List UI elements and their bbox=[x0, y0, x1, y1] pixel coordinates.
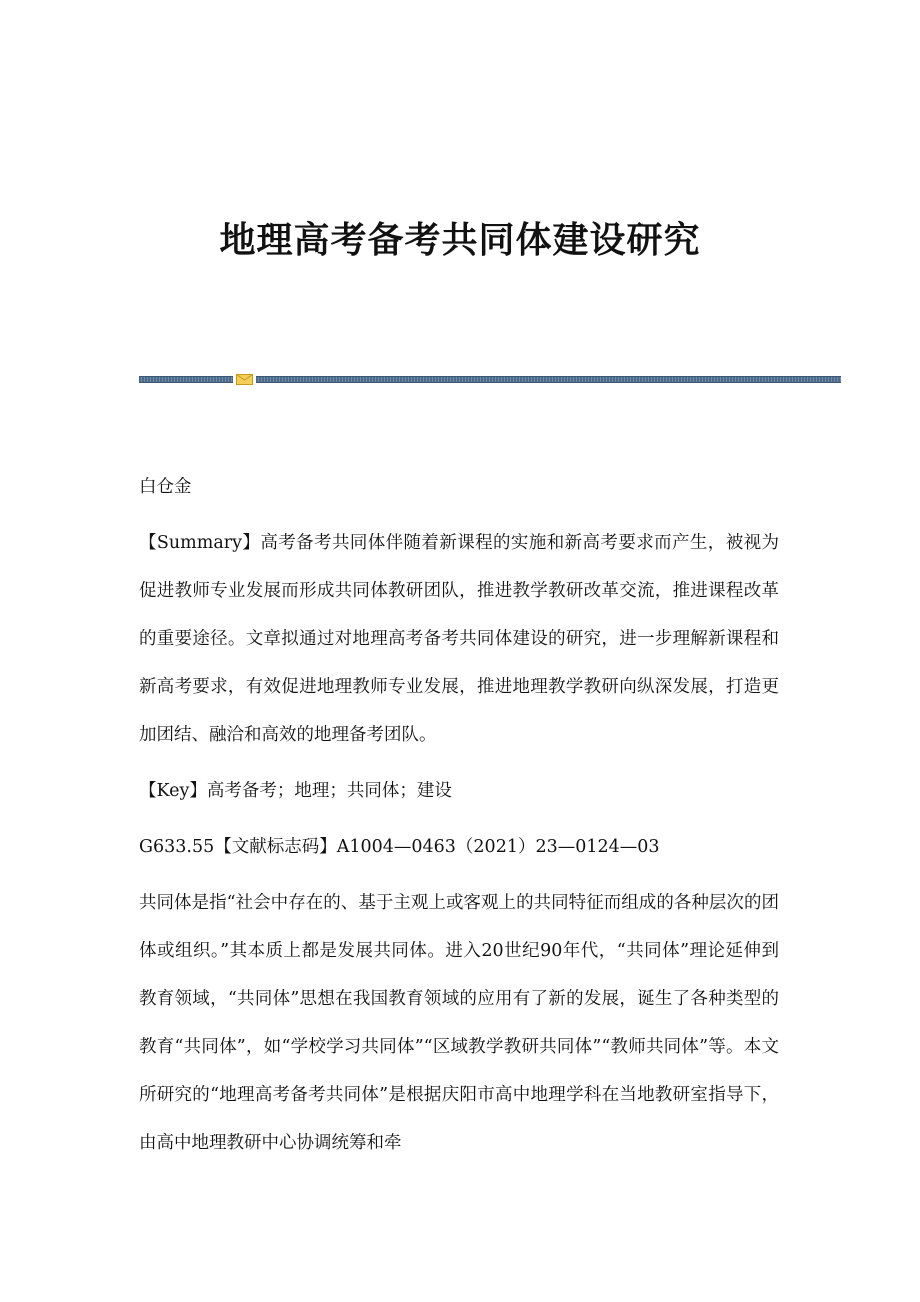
keywords-text: 高考备考；地理；共同体；建设 bbox=[206, 781, 452, 801]
classification-line: G633.55【文献标志码】A1004—0463（2021）23—0124—03 bbox=[139, 837, 660, 857]
keywords-label: 【Key】 bbox=[139, 781, 207, 801]
body-paragraph: 共同体是指“社会中存在的、基于主观上或客观上的共同特征而组成的各种层次的团体或组织。”其本质上都是发展共同体。进入20世纪90年代，“共同体”理论延伸到教育领域，“共同体”思想在我国教育领域的应用有了新的发展，诞生了各种类型的教育“共同体”，如“学校学习共同体”“区域教学教研共同体”“教师共同体”等。本文所研究的“地理高考备考共同体”是根据庆阳市高中地理学科在当地教研室指导下，由高中地理教研中心协调统筹和牵 bbox=[139, 893, 779, 1153]
divider-bar-right bbox=[256, 376, 841, 383]
keywords-paragraph bbox=[139, 767, 779, 815]
summary-text: 高考备考共同体伴随着新课程的实施和新高考要求而产生，被视为促进教师专业发展而形成共同体教研团队，推进教学教研改革交流，推进课程改革的重要途径。文章拟通过对地理高考备考共同体建设的研究，进一步理解新课程和新高考要求，有效促进地理教师专业发展，推进地理教学教研向纵深发展，打造更加团结、融洽和高效的地理备考团队。 bbox=[139, 533, 780, 745]
envelope-icon bbox=[236, 374, 253, 385]
summary-label: 【Summary】 bbox=[139, 533, 261, 553]
summary-paragraph bbox=[139, 519, 779, 759]
author-name: 白仓金 bbox=[139, 477, 192, 497]
document-title: 地理高考备考共同体建设研究 bbox=[219, 219, 701, 261]
title-divider bbox=[139, 374, 841, 384]
document-body bbox=[139, 463, 779, 1175]
divider-bar-left bbox=[139, 376, 233, 383]
